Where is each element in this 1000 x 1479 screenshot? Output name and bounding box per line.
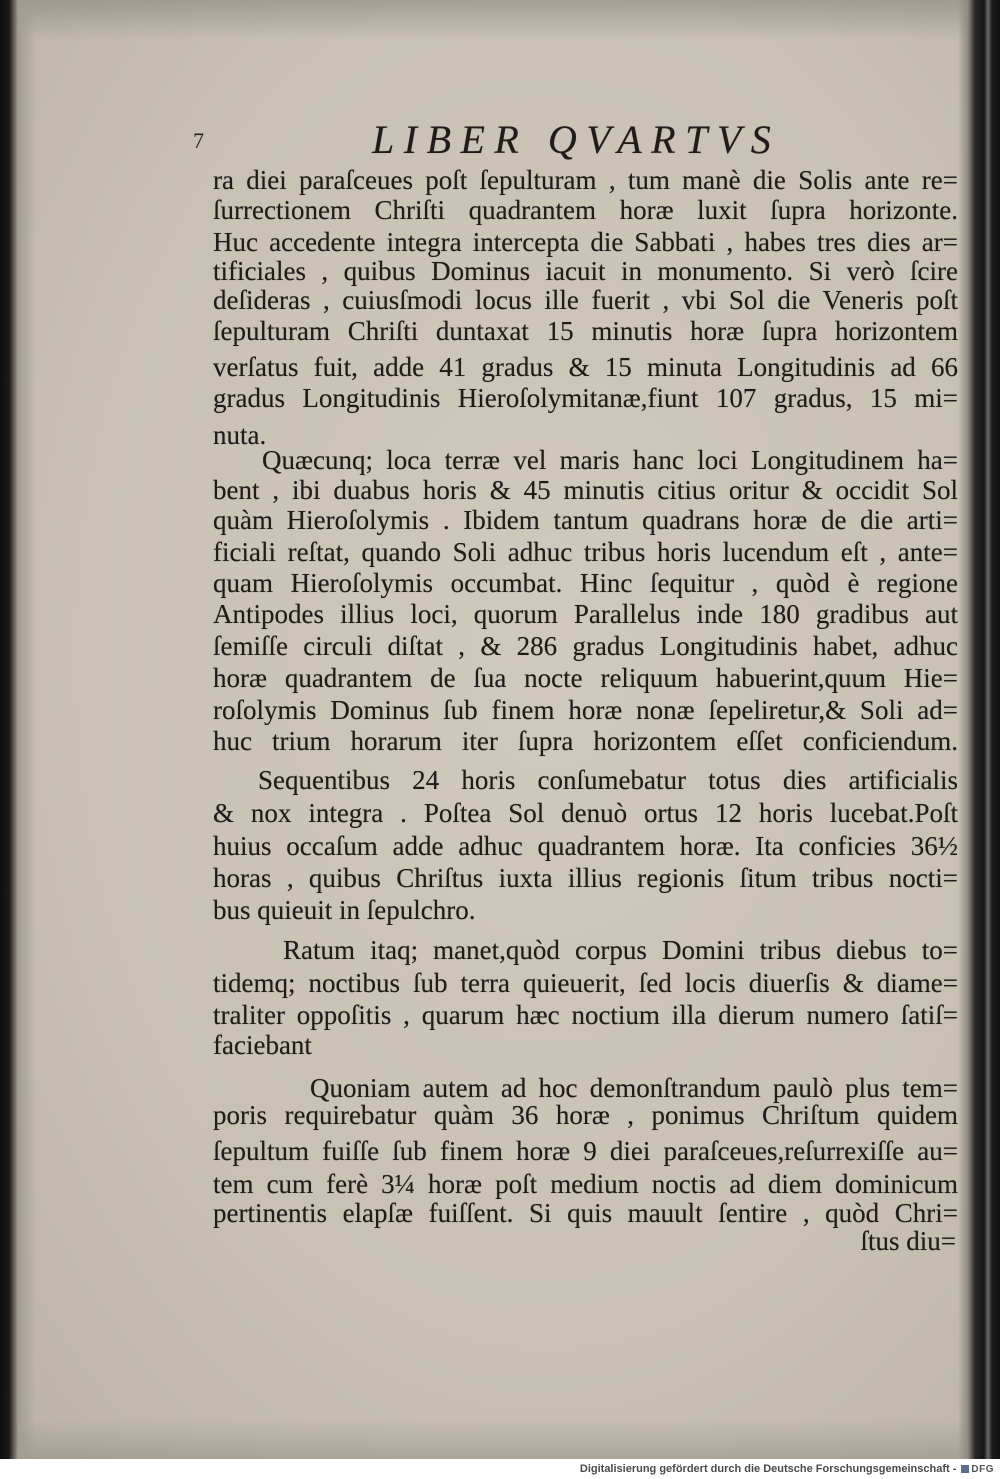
dfg-logo-icon xyxy=(961,1465,969,1473)
text-line-content: bus quieuit in ſepulchro. xyxy=(213,894,476,925)
text-line xyxy=(213,1169,958,1199)
text-line xyxy=(213,1030,958,1060)
text-line xyxy=(213,863,958,893)
text-line xyxy=(213,383,958,413)
text-line xyxy=(258,765,958,795)
text-line-content: ſurrectionem Chriſti quadrantem horæ luxit ſupra horizonte. xyxy=(213,194,958,225)
text-line-content: bent , ibi duabus horis & 45 minutis citius oritur & occidit Sol xyxy=(213,474,958,505)
text-line-content: Quoniam autem ad hoc demonſtrandum paulò plus tem= xyxy=(310,1072,958,1103)
text-line-content: ſepulturam Chriſti duntaxat 15 minutis horæ ſupra horizontem xyxy=(213,315,958,346)
text-line xyxy=(213,1198,958,1228)
text-line xyxy=(213,968,958,998)
text-line xyxy=(213,352,958,382)
text-line-content: roſolymis Dominus ſub finem horæ nonæ ſepeliretur,& Soli ad= xyxy=(213,694,958,725)
text-line-content: deſideras , cuiusſmodi locus ille fuerit , vbi Sol die Veneris poſt xyxy=(213,284,958,315)
text-line-content: quam Hieroſolymis occumbat. Hinc ſequitur , quòd è regione xyxy=(213,567,958,598)
text-line xyxy=(213,1100,958,1130)
text-line xyxy=(213,895,958,925)
text-line xyxy=(213,195,958,225)
text-line-content: faciebant xyxy=(213,1029,312,1060)
text-line xyxy=(213,165,958,195)
text-line-content: ficiali reſtat, quando Soli adhuc tribus horis lucendum eſt , ante= xyxy=(213,536,958,567)
text-line-content: tidemq; noctibus ſub terra quieuerit, ſed locis diuerſis & diame= xyxy=(213,967,958,998)
text-line-content: & nox integra . Poſtea Sol denuò ortus 12 horis lucebat.Poſt xyxy=(213,797,958,828)
dfg-logo xyxy=(961,1464,994,1475)
text-line-content: tem cum ferè 3¼ horæ poſt medium noctis ad diem dominicum xyxy=(213,1168,958,1199)
text-line xyxy=(213,1136,958,1166)
text-line xyxy=(213,631,958,661)
text-line-content: pertinentis elapſæ fuiſſent. Si quis mauult ſentire , quòd Chri= xyxy=(213,1197,958,1228)
text-line xyxy=(262,445,958,475)
text-line xyxy=(213,505,958,535)
text-line xyxy=(213,599,958,629)
text-line xyxy=(213,568,958,598)
digitization-credit-bar xyxy=(0,1459,1000,1479)
running-head: LIBER QVARTVS xyxy=(372,117,781,162)
page-number: 7 xyxy=(193,128,204,153)
text-line-content: Huc accedente integra intercepta die Sabbati , habes tres dies ar= xyxy=(213,226,958,257)
dfg-logo-label: DFG xyxy=(971,1463,994,1475)
text-line-content: ſepultum fuiſſe ſub finem horæ 9 diei paraſceues,reſurrexiſſe au= xyxy=(213,1135,958,1166)
text-line-content: ſemiſſe circuli diſtat , & 286 gradus Longitudinis habet, adhuc xyxy=(213,630,958,661)
text-line xyxy=(213,285,958,315)
text-line-content: tificiales , quibus Dominus iacuit in monumento. Si verò ſcire xyxy=(213,255,958,286)
text-line xyxy=(283,935,958,965)
text-line-content: Quæcunq; loca terræ vel maris hanc loci Longitudinem ha= xyxy=(262,444,958,475)
text-line-content: gradus Longitudinis Hieroſolymitanæ,fiunt 107 gradus, 15 mi= xyxy=(213,382,958,413)
text-line-content: verſatus fuit, adde 41 gradus & 15 minuta Longitudinis ad 66 xyxy=(213,351,958,382)
text-line-content: Sequentibus 24 horis conſumebatur totus dies artificialis xyxy=(258,764,958,795)
text-line-content: quàm Hieroſolymis . Ibidem tantum quadrans horæ de die arti= xyxy=(213,504,958,535)
text-line xyxy=(213,726,958,756)
text-line-content: ra diei paraſceues poſt ſepulturam , tum manè die Solis ante re= xyxy=(213,164,958,195)
text-line-content: huc trium horarum iter ſupra horizontem eſſet conficiendum. xyxy=(213,725,958,756)
text-line xyxy=(213,1000,958,1030)
text-line-content: poris requirebatur quàm 36 horæ , ponimus Chriſtum quidem xyxy=(213,1099,958,1130)
catchword: ſtus diu= xyxy=(860,1226,956,1256)
text-line-content: nuta. xyxy=(213,419,267,450)
text-line-content: horæ quadrantem de ſua nocte reliquum habuerint,quum Hie= xyxy=(213,662,958,693)
text-line xyxy=(213,831,958,861)
text-line xyxy=(213,537,958,567)
text-line-content: horas , quibus Chriſtus iuxta illius regionis ſitum tribus nocti= xyxy=(213,862,958,893)
text-line-content: traliter oppoſitis , quarum hæc noctium illa dierum numero ſatiſ= xyxy=(213,999,958,1030)
text-line xyxy=(310,1073,958,1103)
text-line xyxy=(213,227,958,257)
text-line xyxy=(213,663,958,693)
text-line xyxy=(213,475,958,505)
text-line-content: Antipodes illius loci, quorum Parallelus inde 180 gradibus aut xyxy=(213,598,958,629)
text-line xyxy=(213,256,958,286)
text-line xyxy=(213,316,958,346)
text-line xyxy=(213,695,958,725)
text-line xyxy=(213,798,958,828)
footer-credit-text: Digitalisierung gefördert durch die Deutsche Forschungsgemeinschaft - xyxy=(579,1463,957,1475)
text-line-content: Ratum itaq; manet,quòd corpus Domini tribus diebus to= xyxy=(283,934,958,965)
text-line-content: huius occaſum adde adhuc quadrantem horæ. Ita conficies 36½ xyxy=(213,830,958,861)
